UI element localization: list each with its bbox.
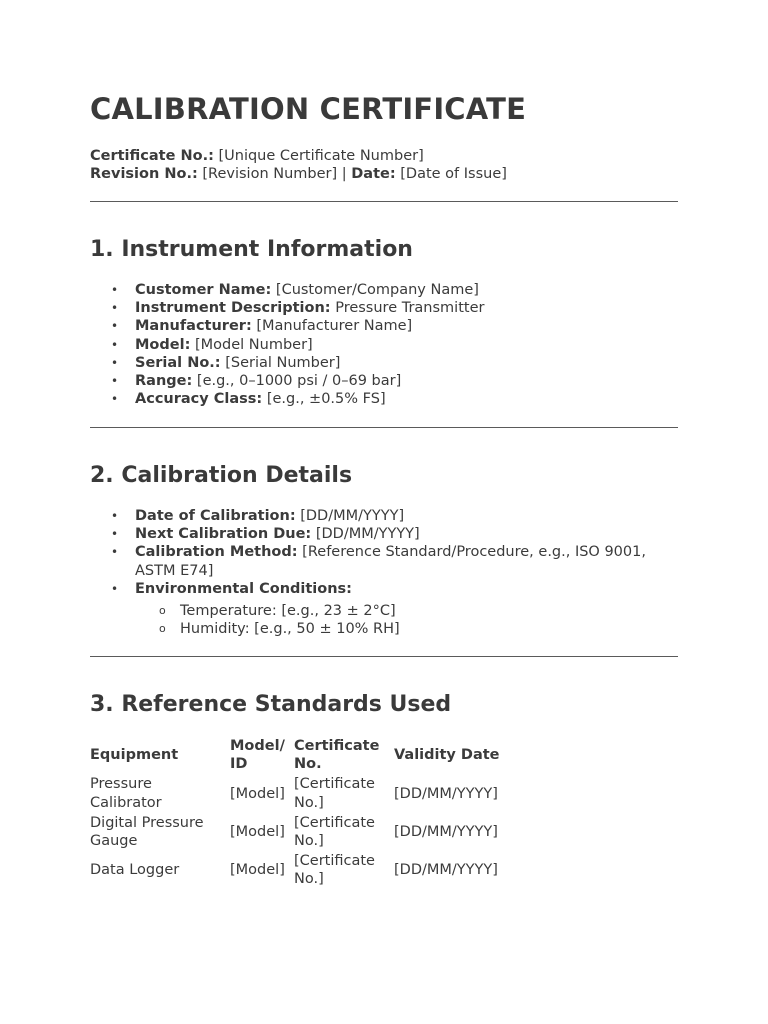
table-cell: [Model] (230, 823, 285, 840)
table-row (88, 813, 526, 851)
issue-date-value: [Date of Issue] (395, 166, 507, 182)
list-item (90, 580, 678, 639)
item-label: Instrument Description: (135, 300, 331, 317)
table-cell: [Model] (230, 862, 285, 879)
column-header: Equipment (90, 747, 179, 764)
divider (90, 656, 678, 657)
sub-list-item: o Temperature: [e.g., 23 ± 2°C] (135, 602, 678, 620)
item-value: [e.g., 0–1000 psi / 0–69 bar] (192, 373, 402, 390)
section-heading-instrument: 1. Instrument Information (90, 237, 413, 262)
list-item (90, 299, 678, 317)
list-item (90, 336, 678, 354)
table-cell: Digital Pressure Gauge (90, 814, 204, 850)
revision-line (90, 165, 507, 183)
item-value: [e.g., ±0.5% FS] (262, 391, 386, 408)
item-value: [DD/MM/YYYY] (295, 508, 405, 524)
list-item (90, 543, 678, 579)
item-label: Accuracy Class: (135, 391, 263, 408)
table-cell: [Certificate No.] (294, 814, 375, 850)
table-header-row (88, 736, 526, 774)
certificate-number-value: [Unique Certificate Number] (213, 148, 424, 164)
item-label: Customer Name: (135, 282, 272, 298)
list-item (90, 525, 678, 543)
list-item (90, 507, 678, 525)
table-row (88, 774, 526, 812)
table-cell: Pressure Calibrator (90, 776, 162, 811)
item-value: [Serial Number] (220, 354, 341, 371)
column-header: Validity Date (394, 747, 500, 764)
instrument-info-list (90, 281, 678, 408)
item-label: Calibration Method: (135, 544, 298, 561)
item-label: Environmental Conditions: (135, 580, 352, 597)
item-label: Range: (135, 373, 193, 390)
list-item (90, 317, 678, 335)
sub-list-item: o Humidity: [e.g., 50 ± 10% RH] (135, 620, 678, 638)
divider (90, 427, 678, 428)
section-heading-reference-standards: 3. Reference Standards Used (90, 692, 452, 717)
reference-standards-table (88, 736, 526, 890)
item-value: [Reference Standard/Procedure, e.g., ISO 9001, ASTM E74] (135, 544, 646, 579)
item-value: Pressure Transmitter (330, 300, 485, 317)
item-value: [DD/MM/YYYY] (311, 526, 420, 543)
table-cell: [DD/MM/YYYY] (394, 823, 498, 840)
certificate-number-label: Certificate No.: (90, 148, 214, 164)
item-label: Manufacturer: (135, 318, 252, 335)
table-cell: [DD/MM/YYYY] (394, 862, 498, 879)
item-value: [Customer/Company Name] (271, 282, 479, 298)
certificate-meta (90, 147, 507, 183)
calibration-details-list (90, 507, 678, 638)
column-header: Model/ ID (230, 738, 285, 773)
table-cell: Data Logger (90, 862, 180, 879)
table-cell: [Model] (230, 785, 285, 802)
table-row (88, 851, 526, 889)
item-value: [Model Number] (190, 336, 313, 353)
environmental-conditions-list (135, 602, 678, 638)
document-title: CALIBRATION CERTIFICATE (90, 92, 527, 126)
revision-label: Revision No.: (90, 166, 198, 182)
table-cell: [Certificate No.] (294, 776, 375, 811)
item-label: Model: (135, 336, 191, 353)
list-item (90, 354, 678, 372)
item-label: Next Calibration Due: (135, 526, 312, 543)
table-cell: [DD/MM/YYYY] (394, 785, 498, 802)
item-label: Serial No.: (135, 354, 221, 371)
list-item (90, 281, 678, 299)
issue-date-label: Date: (351, 166, 396, 182)
column-header: Certificate No. (294, 738, 380, 773)
list-item (90, 390, 678, 408)
item-label: Date of Calibration: (135, 508, 296, 524)
item-value: [Manufacturer Name] (251, 318, 413, 335)
section-heading-calibration: 2. Calibration Details (90, 463, 353, 488)
divider (90, 201, 678, 202)
list-item (90, 372, 678, 390)
revision-value: [Revision Number] | (197, 166, 352, 182)
certificate-number-line (90, 147, 507, 165)
table-cell: [Certificate No.] (294, 853, 375, 888)
